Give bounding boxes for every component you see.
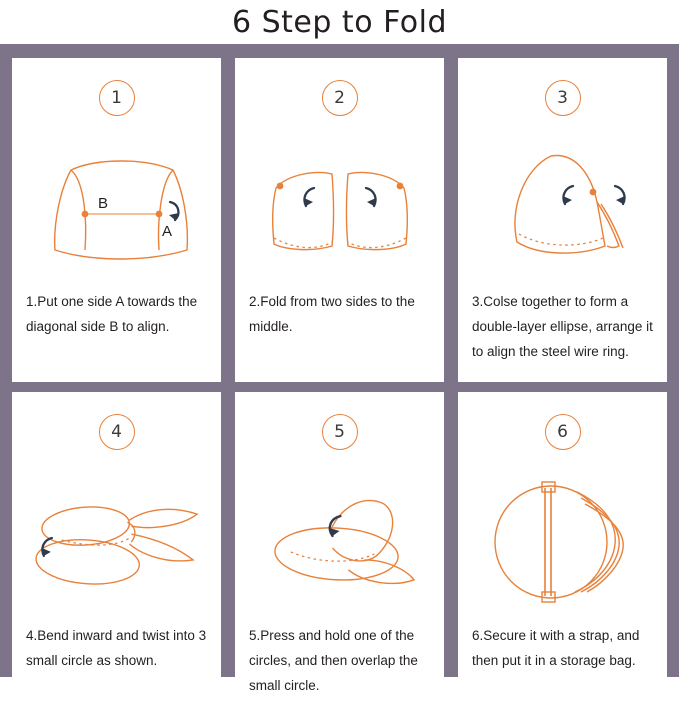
step-card-6 bbox=[458, 392, 667, 716]
steps-board bbox=[0, 44, 679, 693]
step-number-badge bbox=[545, 80, 581, 116]
step-number-badge bbox=[545, 414, 581, 450]
step-caption: 2.Fold from two sides to the middle. bbox=[249, 294, 415, 334]
step-number-label: 3 bbox=[557, 88, 568, 108]
step-illustration-3 bbox=[468, 120, 657, 290]
step-illustration-1 bbox=[22, 120, 211, 290]
step-card-4 bbox=[12, 392, 221, 716]
step-number-label: 6 bbox=[557, 422, 568, 442]
step-caption: 4.Bend inward and twist into 3 small circle as shown. bbox=[26, 628, 207, 668]
title-bar bbox=[0, 0, 679, 44]
step-number-label: 2 bbox=[334, 88, 345, 108]
step-number-label: 1 bbox=[111, 88, 122, 108]
step-illustration-2 bbox=[245, 120, 434, 290]
step-illustration-4 bbox=[22, 454, 211, 624]
step-caption: 5.Press and hold one of the circles, and then overlap the small circle. bbox=[249, 628, 418, 693]
step-illustration-6 bbox=[468, 454, 657, 624]
step-number-label: 5 bbox=[334, 422, 345, 442]
step-caption: 1.Put one side A towards the diagonal side B to align. bbox=[26, 294, 198, 334]
step-card-5 bbox=[235, 392, 444, 716]
step-number-badge bbox=[322, 414, 358, 450]
step-number-label: 4 bbox=[111, 422, 122, 442]
steps-grid bbox=[12, 58, 667, 716]
step-card-1 bbox=[12, 58, 221, 382]
step-number-badge bbox=[99, 80, 135, 116]
label-b: B bbox=[97, 195, 108, 212]
step-caption: 6.Secure it with a strap, and then put it in a storage bag. bbox=[472, 628, 640, 668]
label-a: A bbox=[161, 223, 172, 240]
step-card-2 bbox=[235, 58, 444, 382]
step-number-badge bbox=[99, 414, 135, 450]
step-card-3 bbox=[458, 58, 667, 382]
step-number-badge bbox=[322, 80, 358, 116]
step-illustration-5 bbox=[245, 454, 434, 624]
step-caption: 3.Colse together to form a double-layer ellipse, arrange it to align the steel wire ring. bbox=[472, 294, 653, 359]
page-title: 6 Step to Fold bbox=[231, 4, 448, 40]
